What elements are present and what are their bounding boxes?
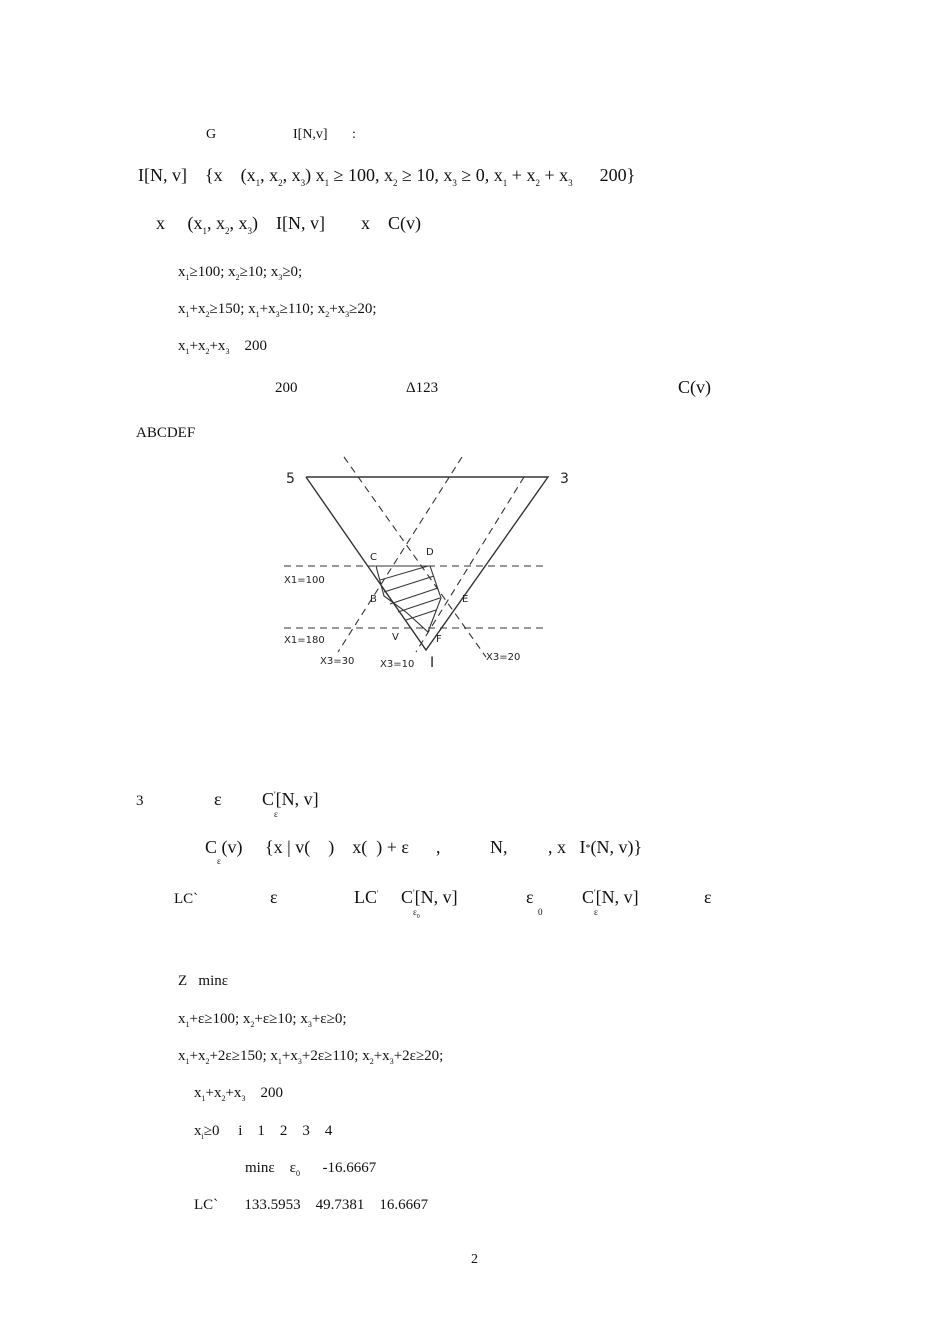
eq3-c: C [205, 837, 218, 857]
lp-row-5 [245, 1161, 376, 1176]
equation-imputation-set [138, 165, 636, 188]
r1-c2: +ε≥0; [311, 1011, 347, 1027]
r2-p3: +x [373, 1048, 390, 1064]
label-x3-20: X3=20 [486, 652, 521, 663]
c3-sub: 3 [225, 347, 230, 356]
c1-b: ≥10; x [239, 264, 279, 280]
eq1-sub: 3 [568, 178, 573, 188]
section-number: 3 [136, 793, 144, 809]
lp-row-1 [178, 1012, 347, 1027]
eq4-c2: C [582, 887, 595, 907]
eq3-mid: ) [328, 837, 335, 857]
eq1-x: (x [240, 165, 256, 185]
text-200: 200 [275, 380, 298, 396]
text-eps-2: ε [704, 887, 712, 907]
dashed-diagonal-1 [344, 457, 486, 657]
text-c-eps0: C'[N, v] [401, 887, 458, 907]
eq4-arg2: [N, v] [595, 887, 639, 907]
lp-row-2 [178, 1049, 443, 1064]
c1-sub: 1 [185, 273, 190, 282]
eq4-c2-sub: ε [594, 907, 598, 917]
c1-sub: 3 [278, 273, 283, 282]
dashed-diagonal-3 [416, 477, 524, 652]
r1-sub: 2 [250, 1020, 255, 1029]
page-number: 2 [471, 1252, 478, 1267]
eq2-cv: C(v) [387, 213, 421, 233]
r2-sub: 3 [297, 1057, 302, 1066]
r2-sub: 1 [277, 1057, 282, 1066]
text-triangle-123: Δ123 [406, 380, 439, 396]
eq3-set: {x | v( [265, 837, 311, 857]
text-lc-2: LC' [354, 887, 379, 907]
c2-g1: ≥150; x [209, 301, 256, 317]
eq2-inv: I[N, v] [276, 213, 325, 233]
r2-sub: 3 [389, 1057, 394, 1066]
c2-g2: ≥110; x [279, 301, 326, 317]
text-lc: LC` [174, 891, 199, 907]
text-abcdef: ABCDEF [136, 425, 196, 441]
c2-sub: 2 [325, 310, 330, 319]
label-corner-left: 5 [286, 471, 295, 487]
sec3-c: C [262, 789, 275, 809]
eq3-tail: (N, v)} [590, 837, 643, 857]
r3-sub: 2 [221, 1094, 226, 1103]
eq1-sub: 2 [535, 178, 540, 188]
r2-p1: +x [189, 1048, 206, 1064]
r4-n4: 4 [324, 1123, 333, 1139]
eq1-c3: ≥ 0, x [456, 165, 503, 185]
core-region-figure [276, 452, 576, 672]
text-eps0: ε [526, 887, 534, 907]
eq1-open: {x [204, 165, 223, 185]
c3-p2: +x [209, 338, 226, 354]
hatch-lines [380, 566, 440, 620]
label-corner-right: 3 [560, 471, 569, 487]
lp-z: Z [178, 973, 188, 989]
eq2-close: ) [252, 213, 258, 233]
eq2-sub: 1 [202, 226, 207, 236]
r2-g1: +2ε≥150; x [209, 1048, 278, 1064]
eq2-c2: , x [229, 213, 248, 233]
eq3-rest: (v) [221, 837, 243, 857]
eq2-paren: (x [187, 213, 203, 233]
r5-min: minε [245, 1160, 275, 1176]
c2-p1: +x [189, 301, 206, 317]
r1-x: x [178, 1011, 186, 1027]
r3-p2: +x [225, 1085, 242, 1101]
text-cv: C(v) [678, 377, 711, 397]
eq4-c1sub: ε [413, 907, 417, 917]
r1-a2: +ε≥100; x [189, 1011, 251, 1027]
c2-x: x [178, 301, 186, 317]
label-c: C [370, 552, 377, 563]
eq3-x: x( [352, 837, 368, 857]
c3-sub: 1 [185, 347, 190, 356]
eq2-sub: 3 [247, 226, 252, 236]
label-v: V [392, 632, 399, 643]
r2-x: x [178, 1048, 186, 1064]
triangle-outline [306, 477, 548, 650]
c2-g3: ≥20; [349, 301, 377, 317]
eq1-t1: , x [260, 165, 279, 185]
eq1-sub: 3 [300, 178, 306, 188]
eq4-c1-sub [413, 907, 420, 920]
r4-ge: ≥0 [203, 1123, 220, 1139]
r3-rhs: 200 [260, 1085, 283, 1101]
eq3-sub: ε [217, 856, 221, 866]
r6-v3: 16.6667 [379, 1197, 429, 1213]
eq2-x: x [156, 213, 165, 233]
r3-x: x [194, 1085, 202, 1101]
r4-sub: i [201, 1132, 204, 1141]
lp-row-4 [194, 1124, 332, 1139]
r6-v2: 49.7381 [315, 1197, 365, 1213]
c3-sub: 2 [205, 347, 210, 356]
eq1-sub: 2 [278, 178, 283, 188]
text-c-eps: C'[N, v] [582, 887, 639, 907]
eq1-sub: 3 [452, 178, 457, 188]
eq3-n: N, [489, 837, 508, 857]
r2-p2: +x [281, 1048, 298, 1064]
r2-sub: 1 [185, 1057, 190, 1066]
text-eps-1: ε [270, 887, 278, 907]
text-eps-core: C'[N, v] [262, 789, 319, 809]
eq1-t2: , x [282, 165, 301, 185]
r6-lc: LC` [194, 1197, 219, 1213]
eq4-arg1: [N, v] [414, 887, 458, 907]
eq3-plus: ) + ε [376, 837, 409, 857]
c1-sub: 2 [235, 273, 240, 282]
lp-min: minε [198, 973, 229, 989]
constraint-line-1 [178, 265, 302, 280]
eq2-sub: 2 [225, 226, 230, 236]
eq4-c1: C [401, 887, 414, 907]
text-g: G [206, 127, 217, 142]
r5-val: -16.6667 [322, 1160, 377, 1176]
eq3-i: I [579, 837, 586, 857]
r3-sub: 3 [241, 1094, 246, 1103]
c1-c: ≥0; [282, 264, 303, 280]
equation-eps-core: C (v) {x | v( ) x( ) + ε , N, , x I*(N, v)} [205, 837, 643, 857]
eq4-eps0-sub: 0 [538, 907, 543, 917]
r4-n2: 2 [279, 1123, 288, 1139]
sec3-sub: ε [274, 809, 278, 819]
constraint-line-2 [178, 302, 377, 317]
r4-x: x [194, 1123, 202, 1139]
r3-sub: 1 [201, 1094, 206, 1103]
r2-sub: 2 [369, 1057, 374, 1066]
core-hatched-region [376, 566, 441, 632]
eq1-c2: ≥ 10, x [397, 165, 453, 185]
c2-sub: 3 [345, 310, 350, 319]
eq1-p2: + x [539, 165, 569, 185]
c3-p1: +x [189, 338, 206, 354]
r4-n1: 1 [257, 1123, 265, 1139]
label-b: B [370, 594, 377, 605]
label-corner-bottom: I [430, 655, 435, 671]
equation-core-membership [156, 213, 421, 236]
eq4-lc2: LC [354, 887, 378, 907]
constraint-line-3 [178, 339, 267, 354]
dashed-diagonal-2 [338, 457, 462, 652]
lp-objective [178, 974, 228, 989]
label-x1-100: X1=100 [284, 575, 325, 586]
eq1-sub: 1 [324, 178, 330, 188]
lp-row-3 [194, 1086, 283, 1101]
c3-rhs: 200 [244, 338, 267, 354]
c2-sub: 1 [185, 310, 190, 319]
r5-sub: 0 [295, 1169, 300, 1178]
sec3-arg: [N, v] [275, 789, 319, 809]
c2-p2: +x [259, 301, 276, 317]
c1-a: ≥100; x [189, 264, 236, 280]
label-x3-30: X3=30 [320, 656, 355, 667]
eq4-c1subsub: 0 [416, 914, 420, 920]
r1-b2: +ε≥10; x [254, 1011, 308, 1027]
eq3-xx: , x [547, 837, 566, 857]
eq1-sub: 1 [502, 178, 508, 188]
c3-x: x [178, 338, 186, 354]
label-x3-10: X3=10 [380, 659, 415, 670]
r3-p1: +x [205, 1085, 222, 1101]
eq2-c1: , x [207, 213, 225, 233]
label-x1-180: X1=180 [284, 635, 325, 646]
eq1-c1: ≥ 100, x [329, 165, 394, 185]
r2-sub: 2 [205, 1057, 210, 1066]
r2-g2: +2ε≥110; x [301, 1048, 370, 1064]
eq3-comma: , [435, 837, 441, 857]
c2-p3: +x [329, 301, 346, 317]
c2-sub: 2 [205, 310, 210, 319]
label-d: D [426, 547, 434, 558]
r4-i: i [238, 1123, 243, 1139]
label-e: E [462, 594, 469, 605]
lp-row-6 [194, 1198, 428, 1213]
r1-sub: 1 [185, 1020, 190, 1029]
text-colon: : [352, 127, 356, 142]
eq1-p1: + x [507, 165, 536, 185]
text-inv: I[N,v] [293, 127, 328, 142]
r1-sub: 3 [307, 1020, 312, 1029]
eq1-sub: 1 [255, 178, 261, 188]
r5-eps: ε [289, 1160, 296, 1176]
eq1-sub: 2 [393, 178, 398, 188]
eq1-rhs: 200} [599, 165, 636, 185]
c1-x: x [178, 264, 186, 280]
r6-v1: 133.5953 [244, 1197, 301, 1213]
label-f: F [436, 634, 442, 645]
eq1-lhs: I[N, v] [138, 165, 187, 185]
r4-n3: 3 [302, 1123, 310, 1139]
r2-g3: +2ε≥20; [393, 1048, 444, 1064]
eq1-t3: ) x [305, 165, 325, 185]
c2-sub: 3 [275, 310, 280, 319]
text-epsilon: ε [214, 789, 222, 809]
eq2-x2: x [360, 213, 370, 233]
c2-sub: 1 [255, 310, 260, 319]
